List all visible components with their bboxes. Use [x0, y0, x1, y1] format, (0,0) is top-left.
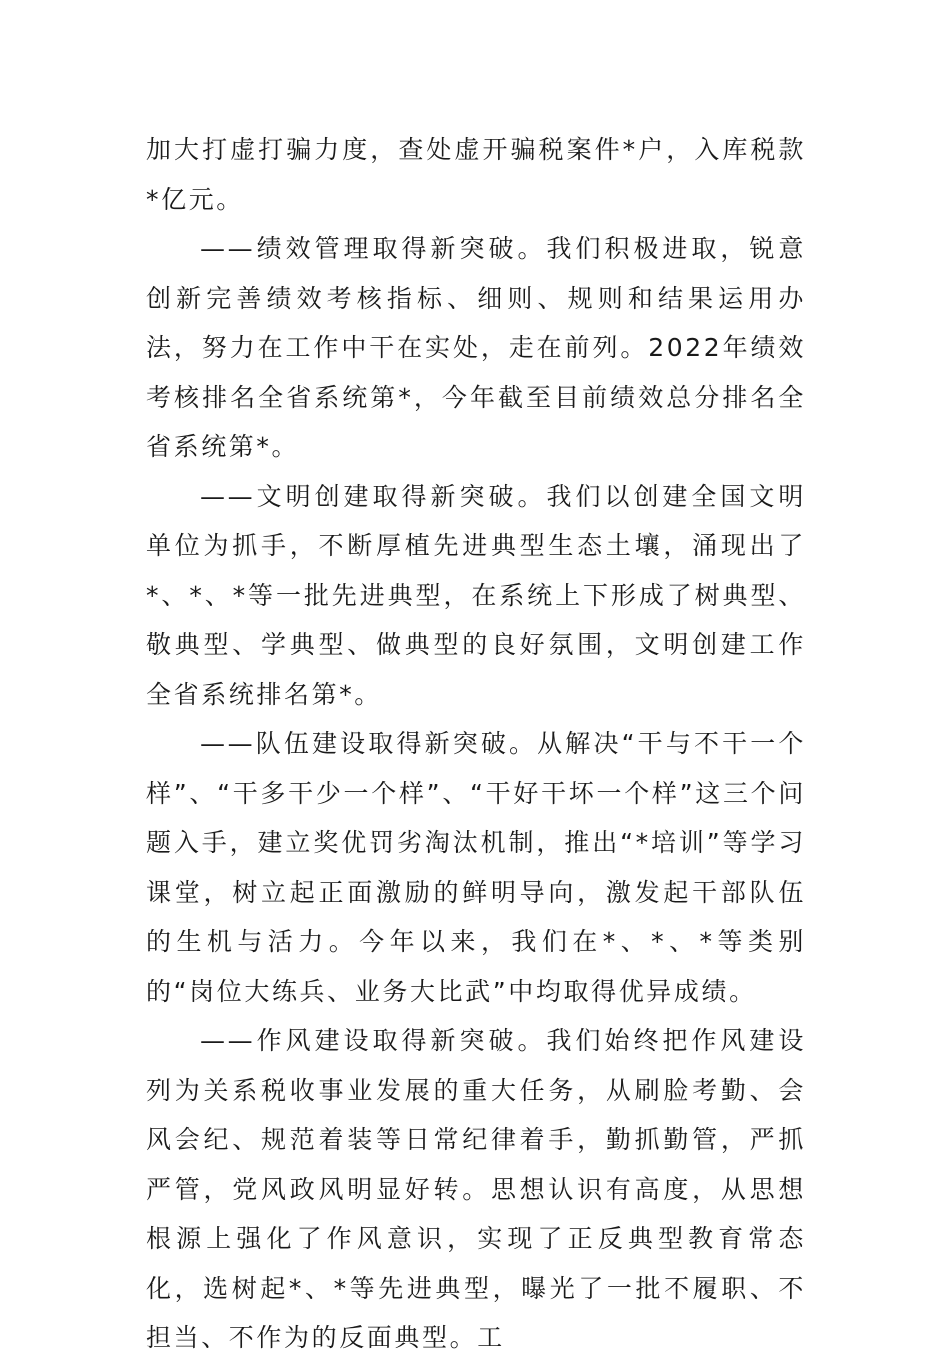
paragraph-civilization-building: ——文明创建取得新突破。我们以创建全国文明单位为抓手，不断厚植先进典型生态土壤，涌现出了*、*、*等一批先进典型，在系统上下形成了树典型、敬典型、学典型、做典型的良好氛围，文明创建工作全省系统排名第*。 [146, 481, 806, 709]
paragraph-work-style: ——作风建设取得新突破。我们始终把作风建设列为关系税收事业发展的重大任务，从刷脸考勤、会风会纪、规范着装等日常纪律着手，勤抓勤管，严抓严管，党风政风明显好转。思想认识有高度，从思想根源上强化了作风意识，实现了正反典型教育常态化，选树起*、*等先进典型，曝光了一批不履职、不担当、不作为的反面典型。工 [146, 1026, 806, 1352]
paragraph-tax-fraud: 加大打虚打骗力度，查处虚开骗税案件*户，入库税款*亿元。 [146, 135, 806, 214]
document-body [146, 125, 806, 1363]
paragraph-team-building: ——队伍建设取得新突破。从解决“干与不干一个样”、“干多干少一个样”、“干好干坏一个样”这三个问题入手，建立奖优罚劣淘汰机制，推出“*培训”等学习课堂，树立起正面激励的鲜明导向，激发起干部队伍的生机与活力。今年以来，我们在*、*、*等类别的“岗位大练兵、业务大比武”中均取得优异成绩。 [146, 729, 806, 1006]
paragraph-performance-management: ——绩效管理取得新突破。我们积极进取，锐意创新完善绩效考核指标、细则、规则和结果运用办法，努力在工作中干在实处，走在前列。2022年绩效考核排名全省系统第*，今年截至目前绩效总分排名全省系统第*。 [146, 234, 806, 461]
